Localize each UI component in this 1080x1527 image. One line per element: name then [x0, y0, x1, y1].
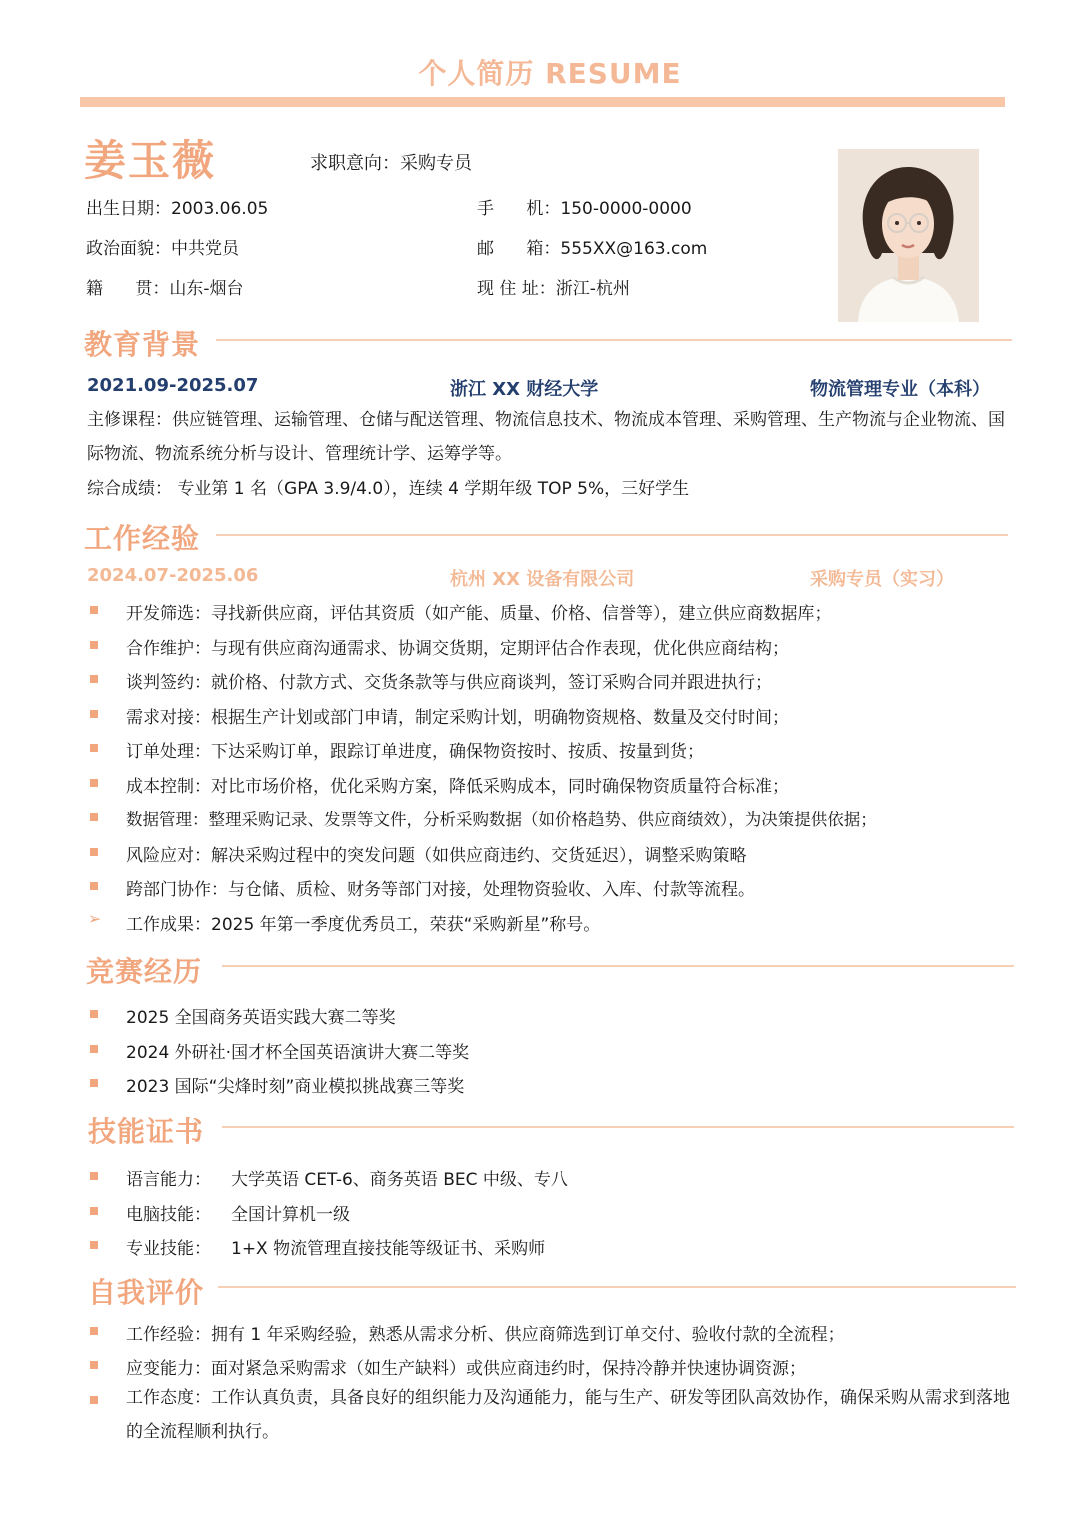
work-item: 谈判签约：就价格、付款方式、交货条款等与供应商谈判，签订采购合同并跟进执行； — [126, 673, 772, 693]
arrow-bullet-icon: ➢ — [88, 909, 102, 928]
education-divider — [216, 339, 1012, 341]
competition-divider — [222, 965, 1014, 967]
competition-section-title: 竞赛经历 — [86, 955, 203, 988]
work-item: 订单处理：下达采购订单，跟踪订单进度，确保物资按时、按质、按量到货； — [126, 742, 704, 762]
skill-label: 专业技能： — [126, 1239, 211, 1259]
self-eval-divider — [218, 1286, 1016, 1288]
work-item: 跨部门协作：与仓储、质检、财务等部门对接，处理物资验收、入库、付款等流程。 — [126, 880, 755, 900]
skill-value: 全国计算机一级 — [231, 1205, 350, 1225]
skill-label: 语言能力： — [126, 1170, 211, 1190]
profile-photo — [838, 149, 979, 322]
bullet-icon — [90, 641, 98, 649]
bullet-icon — [90, 1241, 98, 1249]
bullet-icon — [90, 1207, 98, 1215]
education-period: 2021.09-2025.07 — [87, 375, 259, 396]
competition-item: 2025 全国商务英语实践大赛二等奖 — [126, 1008, 396, 1028]
bullet-icon — [90, 1045, 98, 1053]
bullet-icon — [90, 675, 98, 683]
education-section-title: 教育背景 — [84, 328, 201, 361]
skills-divider — [222, 1126, 1014, 1128]
bullet-icon — [90, 1396, 98, 1404]
current-address: 现 住 址：浙江-杭州 — [477, 279, 630, 299]
bullet-icon — [90, 1079, 98, 1087]
bullet-icon — [90, 1172, 98, 1180]
skill-value: 1+X 物流管理直接技能等级证书、采购师 — [231, 1239, 546, 1259]
bullet-icon — [90, 882, 98, 890]
education-courses: 主修课程：供应链管理、运输管理、仓储与配送管理、物流信息技术、物流成本管理、采购管理、生产物流与企业物流、国际物流、物流系统分析与设计、管理统计学、运筹学等。 — [87, 410, 1005, 464]
skill-value: 大学英语 CET-6、商务英语 BEC 中级、专八 — [231, 1170, 568, 1190]
work-company: 杭州 XX 设备有限公司 — [450, 569, 635, 590]
bullet-icon — [90, 710, 98, 718]
bullet-icon — [90, 606, 98, 614]
bullet-icon — [90, 848, 98, 856]
education-grades: 综合成绩： 专业第 1 名（GPA 3.9/4.0），连续 4 学期年级 TOP 5%，三好学生 — [87, 479, 690, 499]
self-eval-item: 应变能力：面对紧急采购需求（如生产缺料）或供应商违约时，保持冷静并快速协调资源； — [126, 1359, 806, 1379]
bullet-icon — [90, 813, 98, 821]
education-school: 浙江 XX 财经大学 — [450, 379, 599, 400]
work-item: 需求对接：根据生产计划或部门申请，制定采购计划，明确物资规格、数量及交付时间； — [126, 708, 789, 728]
birth-date: 出生日期：2003.06.05 — [86, 199, 269, 219]
bullet-icon — [90, 744, 98, 752]
title-bar — [80, 97, 1005, 107]
education-major: 物流管理专业（本科） — [810, 379, 990, 400]
bullet-icon — [90, 1327, 98, 1335]
work-item: 风险应对：解决采购过程中的突发问题（如供应商违约、交货延迟），调整采购策略 — [126, 846, 747, 866]
work-role: 采购专员（实习） — [810, 569, 954, 590]
work-item: 成本控制：对比市场价格，优化采购方案，降低采购成本，同时确保物资质量符合标准； — [126, 777, 789, 797]
self-eval-item: 工作经验：拥有 1 年采购经验，熟悉从需求分析、供应商筛选到订单交付、验收付款的全流程； — [126, 1325, 845, 1345]
native-place: 籍 贯：山东-烟台 — [86, 279, 244, 299]
skills-section-title: 技能证书 — [88, 1115, 205, 1148]
work-item: 数据管理：整理采购记录、发票等文件，分析采购数据（如价格趋势、供应商绩效），为决策提供依据； — [126, 810, 877, 829]
self-eval-section-title: 自我评价 — [88, 1276, 205, 1309]
work-achievement: 工作成果：2025 年第一季度优秀员工，荣获“采购新星”称号。 — [126, 915, 601, 935]
work-item: 开发筛选：寻找新供应商，评估其资质（如产能、质量、价格、信誉等），建立供应商数据库； — [126, 604, 832, 624]
competition-item: 2023 国际“尖烽时刻”商业模拟挑战赛三等奖 — [126, 1077, 465, 1097]
document-title: 个人简历 RESUME — [418, 57, 682, 90]
email-address: 邮 箱：555XX@163.com — [477, 239, 708, 259]
political-status: 政治面貌：中共党员 — [86, 239, 239, 259]
self-eval-item: 工作态度：工作认真负责，具备良好的组织能力及沟通能力，能与生产、研发等团队高效协作，确保采购从需求到落地的全流程顺利执行。 — [126, 1388, 1010, 1442]
work-section-title: 工作经验 — [84, 522, 201, 555]
phone-number: 手 机：150-0000-0000 — [477, 199, 692, 219]
bullet-icon — [90, 1010, 98, 1018]
competition-item: 2024 外研社·国才杯全国英语演讲大赛二等奖 — [126, 1043, 470, 1063]
bullet-icon — [90, 1361, 98, 1369]
work-item: 合作维护：与现有供应商沟通需求、协调交货期，定期评估合作表现，优化供应商结构； — [126, 639, 789, 659]
candidate-name: 姜玉薇 — [84, 136, 217, 185]
work-divider — [216, 534, 1008, 536]
bullet-icon — [90, 779, 98, 787]
work-period: 2024.07-2025.06 — [87, 565, 259, 586]
skill-label: 电脑技能： — [126, 1205, 211, 1225]
job-intent: 求职意向：采购专员 — [310, 153, 472, 174]
